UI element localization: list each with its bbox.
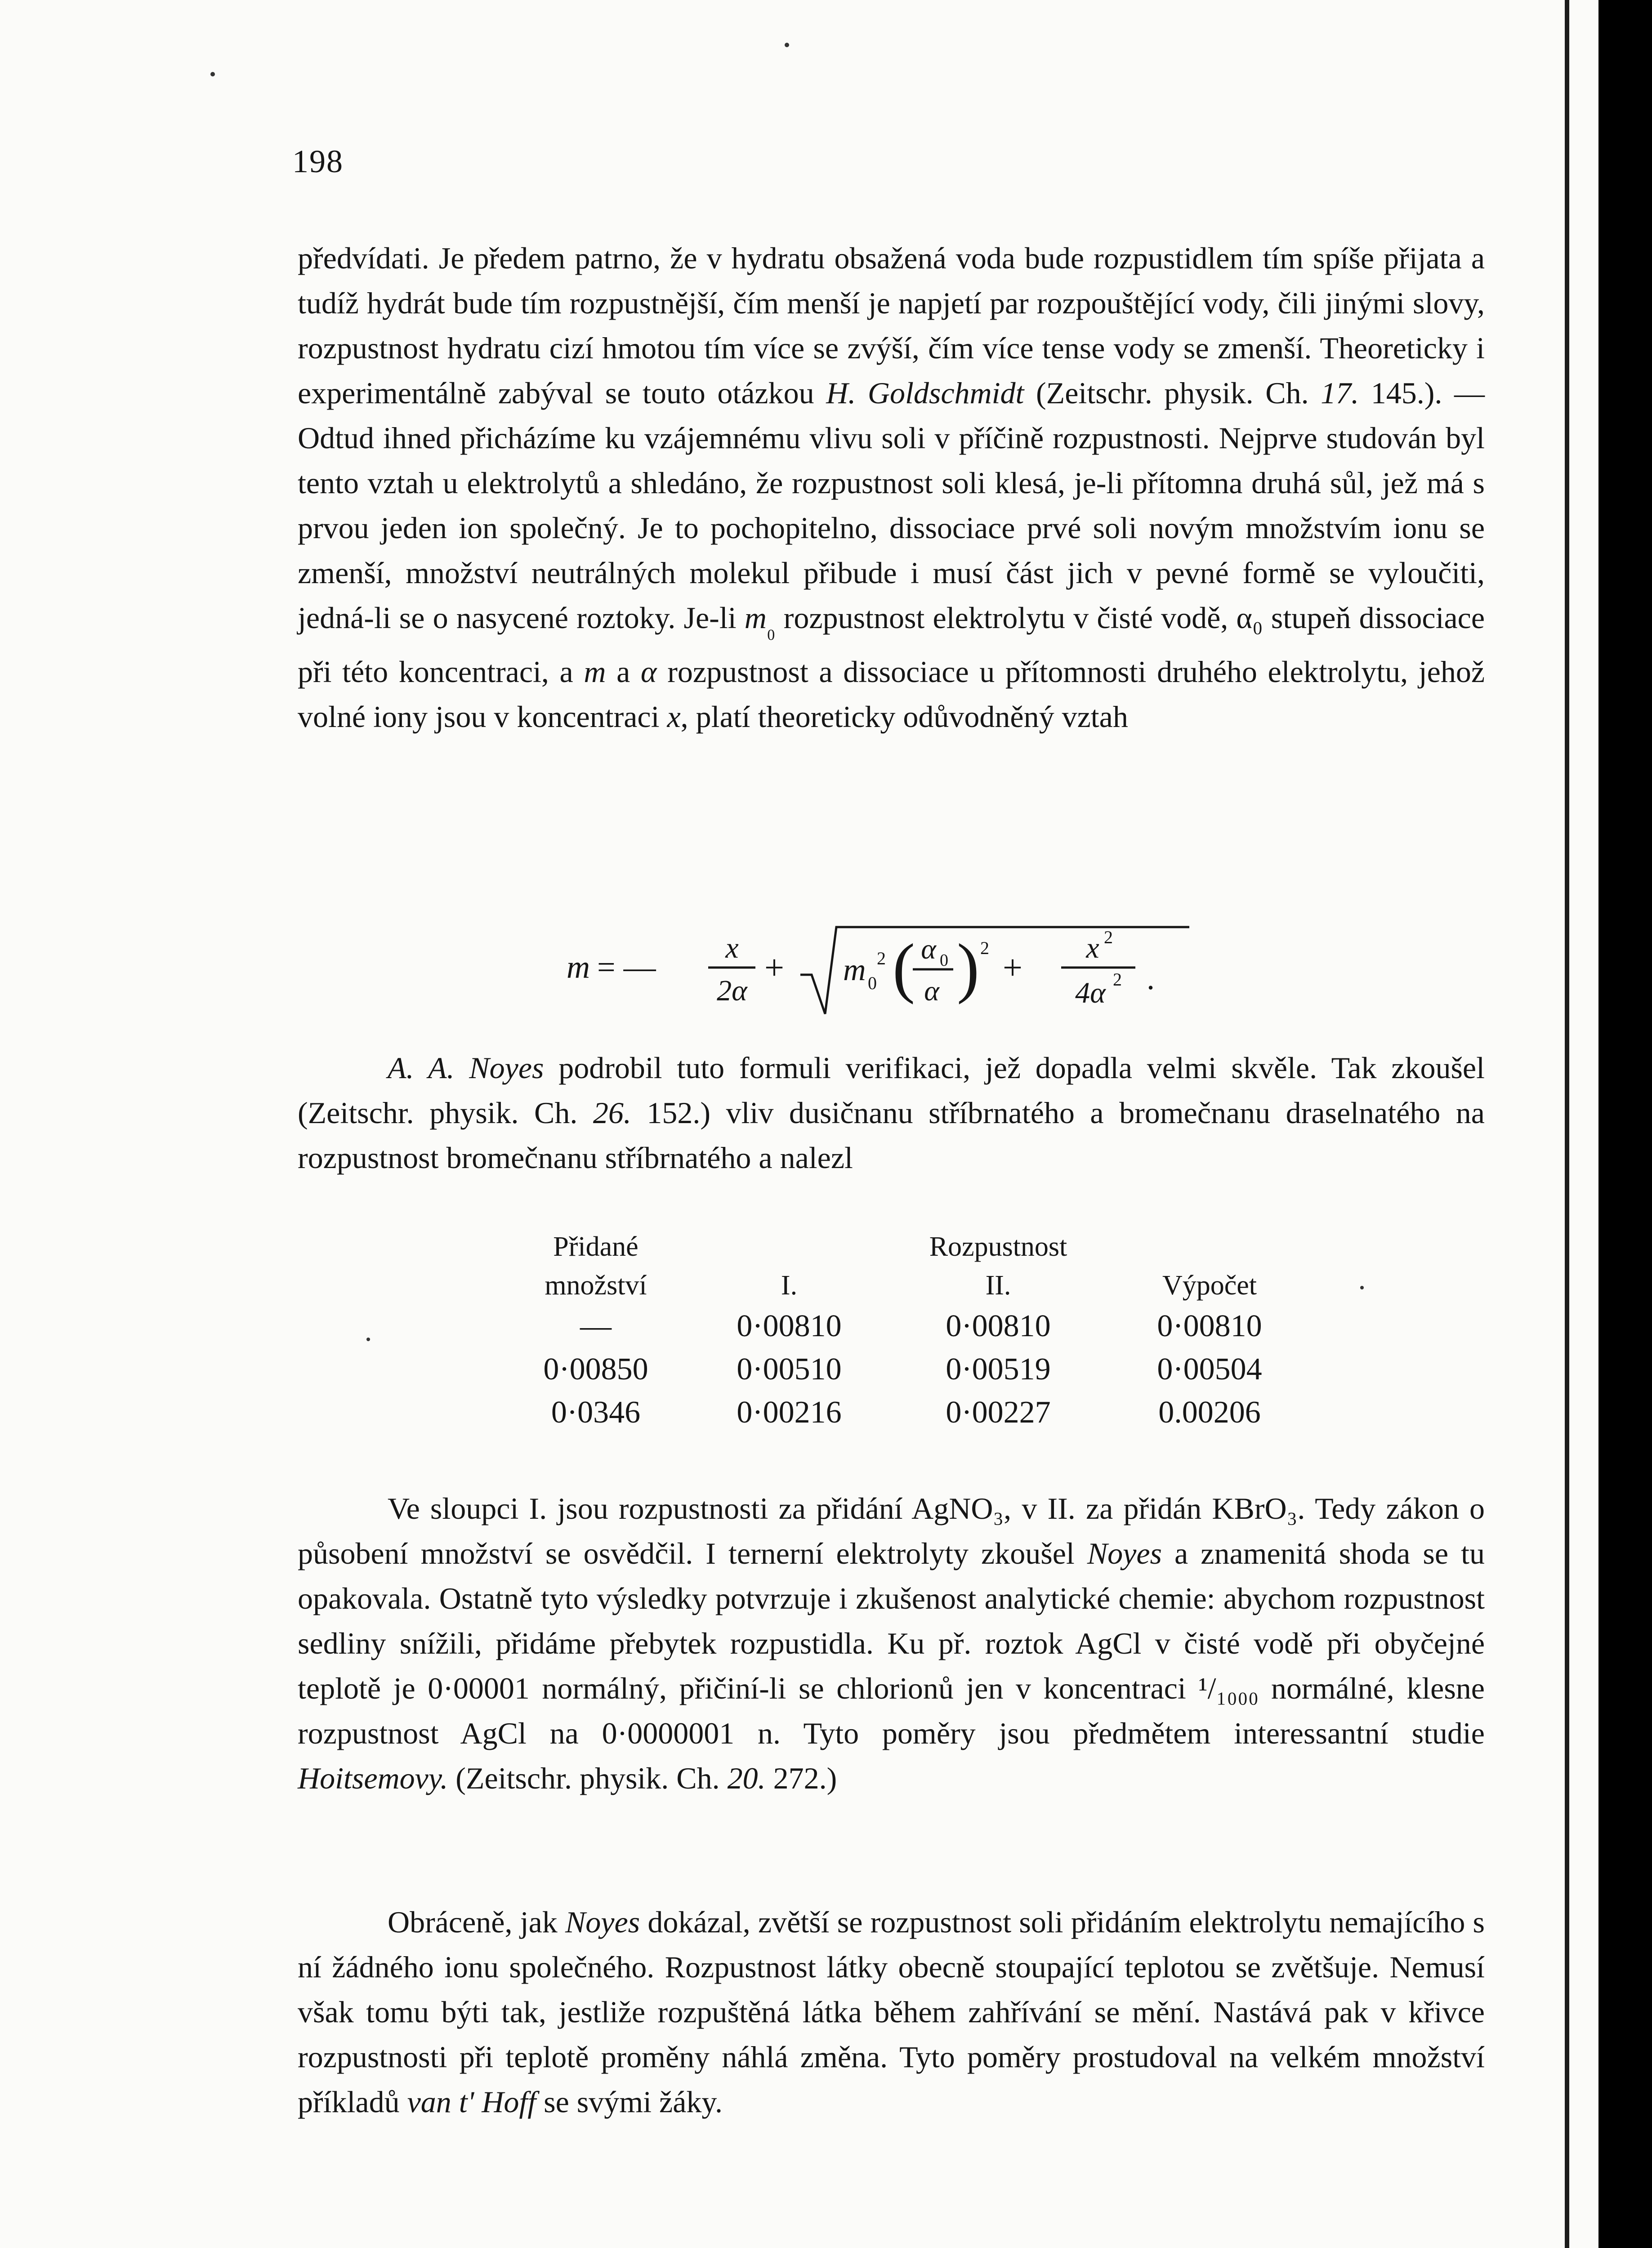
table-cell: — — [580, 1309, 612, 1343]
text-run: ₀ — [766, 612, 776, 641]
table-cell: 0·00810 — [737, 1309, 842, 1343]
text-run: podrobil tuto formuli verifikaci, jež dopadla velmi skvěle. Tak zkoušel (Zeitschr. physik. Ch. — [298, 1051, 1485, 1130]
m0-subscript: 0 — [868, 973, 877, 993]
header-col-ii: II. — [985, 1270, 1011, 1301]
table-cell: 0·00810 — [946, 1309, 1051, 1343]
scan-border — [1598, 0, 1652, 2248]
table-cell: 0·00510 — [737, 1352, 842, 1387]
table-row — [508, 1391, 1317, 1434]
header-added-line1: Přidané — [553, 1231, 638, 1262]
italic-run: A. A. Noyes — [388, 1051, 544, 1085]
table-cell: 0·00504 — [1157, 1352, 1262, 1387]
italic-run: 20. — [727, 1761, 766, 1795]
right-paren: ) — [957, 930, 979, 1005]
italic-run: Hoitsemovy. — [298, 1761, 448, 1795]
table-cell: 0.00206 — [1158, 1395, 1261, 1430]
table-cell: 0·00519 — [946, 1352, 1051, 1387]
page-number: 198 — [292, 143, 344, 179]
table-row — [508, 1348, 1317, 1391]
formula-plus: + — [764, 948, 784, 987]
left-paren: ( — [893, 930, 915, 1005]
table-cell: 0·00810 — [1157, 1309, 1262, 1343]
scan-speck — [785, 43, 789, 47]
inner-denominator: α — [924, 975, 939, 1007]
paragraph-4 — [298, 1900, 1485, 2124]
frac1-denominator: 2α — [717, 974, 747, 1007]
text-run: 272.) — [765, 1761, 837, 1795]
frac1-numerator: x — [725, 932, 739, 964]
paren-superscript: 2 — [980, 938, 989, 958]
italic-run: m — [584, 654, 606, 689]
text-run: a — [606, 654, 641, 689]
inner-subscript: 0 — [940, 951, 948, 970]
frac2-den-sup: 2 — [1113, 969, 1122, 990]
table-cell: 0·00216 — [737, 1395, 842, 1430]
paragraph-1 — [298, 236, 1485, 739]
formula-period: . — [1147, 960, 1155, 996]
text-run: a znamenitá shoda se tu opakovala. Ostatně tyto výsledky potvrzuje i zkušenost analytické chemie: abychom rozpustnost sedliny snížili, přidáme přebytek rozpustidla. Ku př. roztok AgCl v čisté vodě při obyčejné teplotě je 0·00001 normálný, přičiní-li se chlorionů jen v koncentraci ¹/₁₀₀₀ normálné, klesne rozpustnost AgCl na 0·0000001 n. Tyto poměry jsou předmětem interessantní studie — [298, 1536, 1485, 1750]
header-added-line2: množství — [545, 1270, 647, 1301]
text-run: Obráceně, jak — [388, 1905, 565, 1939]
formula-equals: = — — [597, 949, 656, 985]
formula-svg — [567, 922, 1241, 1025]
text-run: , platí theoreticky odůvodněný vztah — [680, 699, 1128, 734]
frac2-numerator: x — [1086, 932, 1099, 964]
solubility-table — [508, 1227, 1317, 1434]
text-run: 145.). — Odtud ihned přicházíme ku vzájemnému vlivu soli v příčině rozpustnosti. Nejprve studován byl tento vztah u elektrolytů a shledáno, že rozpustnost soli klesá, je-li přítomna druhá sůl, jež má s prvou jeden ion společný. Je to pochopitelno, dissociace prvé soli novým množstvím ionu se zmenší, množství neutrálných molekul přibude i musí část jich v pevné formě se vyloučiti, jedná-li se o nasycené roztoky. Je-li — [298, 376, 1485, 635]
paragraph-3 — [298, 1486, 1485, 1801]
text-run: se svými žáky. — [536, 2085, 723, 2119]
text-run: (Zeitschr. physik. Ch. — [1024, 376, 1321, 410]
m0-superscript: 2 — [877, 948, 886, 968]
header-col-i: I. — [781, 1270, 798, 1301]
italic-run: Noyes — [565, 1905, 640, 1939]
formula-plus-2: + — [1003, 948, 1022, 987]
text-run: rozpustnost elektrolytu v čisté vodě, α₀ stupeň dissociace při této koncentraci, a — [298, 601, 1485, 689]
italic-run: 17. — [1321, 376, 1359, 410]
frac2-denominator: 4α — [1075, 977, 1106, 1009]
table-row — [508, 1305, 1317, 1348]
italic-run: m — [744, 601, 767, 635]
italic-run: α — [640, 654, 657, 689]
italic-run: x — [667, 699, 681, 734]
italic-run: 26. — [593, 1096, 631, 1130]
table-cell: 0·00850 — [543, 1352, 648, 1387]
scan-speck — [1360, 1286, 1364, 1289]
italic-run: H. Goldschmidt — [826, 376, 1024, 410]
text-run: rozpustnost a dissociace u přítomnosti druhého elektrolytu, jehož volné iony jsou v koncentraci — [298, 654, 1485, 734]
frame-line — [1565, 0, 1569, 2248]
paragraph-2 — [298, 1045, 1485, 1180]
solubility-formula — [567, 922, 1241, 1025]
scan-speck — [366, 1338, 370, 1341]
table-cell: 0·0346 — [551, 1395, 641, 1430]
italic-run: Noyes — [1087, 1536, 1162, 1570]
header-solubility: Rozpustnost — [929, 1231, 1067, 1262]
frac2-num-sup: 2 — [1104, 927, 1113, 947]
text-run: dokázal, zvětší se rozpustnost soli přidáním elektrolytu nemajícího s ní žádného ionu společného. Rozpustnost látky obecně stoupající teplotou se zvětšuje. Nemusí však tomu býti tak, jestliže rozpuštěná látka během zahřívání se mění. Nastává pak v křivce rozpustnosti při teplotě proměny náhlá změna. Tyto poměry prostudoval na velkém množství příkladů — [298, 1905, 1485, 2119]
header-calculation: Výpočet — [1162, 1270, 1257, 1301]
text-run: Ve sloupci I. jsou rozpustnosti za přidání AgNO₃, v II. za přidán KBrO₃. Tedy zákon o působení množství se osvědčil. I ternerní elektrolyty zkoušel — [298, 1491, 1485, 1570]
formula-lhs: m — [567, 949, 590, 985]
italic-run: van t' Hoff — [407, 2085, 536, 2119]
text-run: 152.) vliv dusičnanu stříbrnatého a bromečnanu draselnatého na rozpustnost bromečnanu stříbrnatého a nalezl — [298, 1096, 1485, 1175]
inner-numerator: α — [921, 933, 936, 965]
scan-speck — [210, 72, 215, 76]
text-run: předvídati. Je předem patrno, že v hydratu obsažená voda bude rozpustidlem tím spíše přijata a tudíž hydrát bude tím rozpustnější, čím menší je napjetí par rozpouštějící vody, čili jinými slovy, rozpustnost hydratu cizí hmotou tím více se zvýší, čím více tense vody se zmenší. Theoreticky i experimentálně zabýval se touto otázkou — [298, 241, 1485, 410]
text-run: (Zeitschr. physik. Ch. — [448, 1761, 728, 1795]
table-cell: 0·00227 — [946, 1395, 1051, 1430]
m0-symbol: m — [843, 953, 866, 987]
